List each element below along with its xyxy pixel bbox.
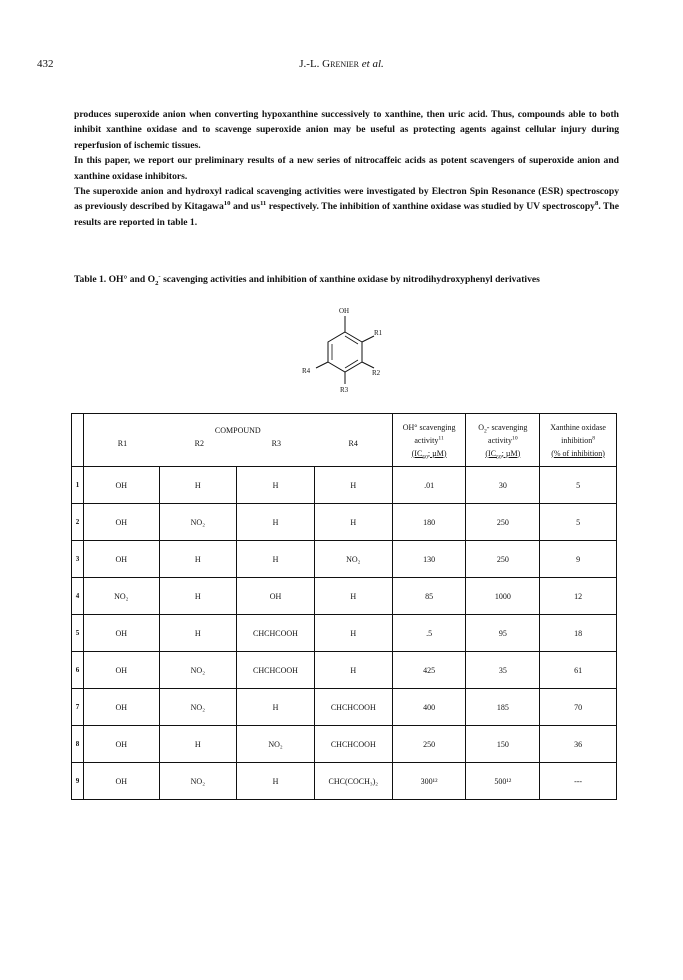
- header-r4: R4: [348, 439, 358, 448]
- header-idx-cell: [72, 414, 84, 467]
- header-o2-line3: [466, 447, 539, 460]
- bond-r1: [362, 336, 374, 342]
- cell-xo: 9: [540, 541, 617, 578]
- cell-xo: 18: [540, 615, 617, 652]
- cell-xo: ---: [540, 763, 617, 800]
- header-oh-unit: ; µM): [427, 448, 447, 458]
- header-compound: COMPOUND: [214, 426, 261, 435]
- cell-xo: 70: [540, 689, 617, 726]
- row-index-cell: 4: [72, 578, 84, 615]
- ref-kitagawa: 10: [223, 200, 231, 208]
- cell-r1: OH: [83, 689, 159, 726]
- cell-r4: CHC(COCH₃)₂: [314, 763, 392, 800]
- ring-double-bond-2: [345, 360, 358, 368]
- cell-xo: 61: [540, 652, 617, 689]
- label-r3: R3: [340, 386, 349, 394]
- cell-r4: H: [314, 467, 392, 504]
- running-head: [0, 58, 683, 70]
- running-head-author: J.-L. Grenier: [299, 58, 359, 70]
- cell-r1: OH: [83, 541, 159, 578]
- table-row: [72, 615, 617, 652]
- row-index-cell: 2: [72, 504, 84, 541]
- row-index-cell: 3: [72, 541, 84, 578]
- cell-xo: 36: [540, 726, 617, 763]
- row-index-cell: 7: [72, 689, 84, 726]
- header-xo: [540, 414, 617, 467]
- cell-r1: OH: [83, 763, 159, 800]
- header-o2-sub: 2: [483, 428, 487, 435]
- cell-r2: H: [159, 615, 237, 652]
- row-index-cell: 6: [72, 652, 84, 689]
- header-o2-ref: 10: [512, 434, 518, 441]
- table-row: [72, 541, 617, 578]
- label-oh: OH: [339, 307, 350, 315]
- cell-r4: H: [314, 615, 392, 652]
- cell-oh: 300¹²: [392, 763, 466, 800]
- cell-xo: 5: [540, 504, 617, 541]
- cell-r2: H: [159, 726, 237, 763]
- header-o2-50: 50: [496, 454, 502, 461]
- header-oh-activity: activity: [414, 435, 439, 445]
- paragraph-3: [74, 184, 619, 230]
- cell-r4: H: [314, 578, 392, 615]
- table-row: [72, 467, 617, 504]
- header-xo-line3: (% of inhibition): [551, 448, 605, 458]
- cell-xo: 12: [540, 578, 617, 615]
- cell-o2: 1000: [466, 578, 540, 615]
- chemical-structure: [290, 304, 400, 396]
- header-oh-line2: [393, 434, 466, 447]
- table-row: [72, 504, 617, 541]
- cell-o2: 250: [466, 504, 540, 541]
- cell-r2: NO₂: [159, 763, 237, 800]
- cell-r4: CHCHCOOH: [314, 726, 392, 763]
- cell-r1: OH: [83, 504, 159, 541]
- table-row: [72, 652, 617, 689]
- cell-oh: 250: [392, 726, 466, 763]
- paragraph-2: In this paper, we report our preliminary results of a new series of nitrocaffeic acids as potent scavengers of superoxide anion and xanthine oxidase inhibitors.: [74, 155, 619, 182]
- table-caption: [74, 272, 619, 287]
- cell-r2: NO₂: [159, 504, 237, 541]
- paragraph-1: produces superoxide anion when converting hypoxanthine successively to xanthine, then uric acid. Thus, compounds able to both inhibit xanthine oxidase and to scavenge superoxide anion may be useful as protecting agents against cellular injury during reperfusion of ischemic tissues.: [74, 109, 619, 151]
- header-o2-line1: [466, 421, 539, 434]
- caption-sup: -: [158, 272, 161, 280]
- header-xo-line2: [540, 434, 616, 447]
- caption-a: Table 1. OH° and O: [74, 274, 156, 285]
- row-index-cell: 9: [72, 763, 84, 800]
- cell-o2: 250: [466, 541, 540, 578]
- cell-r4: NO₂: [314, 541, 392, 578]
- cell-r1: NO₂: [83, 578, 159, 615]
- cell-r2: H: [159, 578, 237, 615]
- header-o2-o: O: [478, 422, 484, 432]
- cell-o2: 150: [466, 726, 540, 763]
- header-oh-ref: 11: [438, 434, 444, 441]
- cell-xo: 5: [540, 467, 617, 504]
- header-xo-inhibition: inhibition: [561, 435, 593, 445]
- cell-r3: H: [237, 689, 315, 726]
- row-index-cell: 8: [72, 726, 84, 763]
- label-r2: R2: [372, 369, 381, 377]
- cell-o2: 95: [466, 615, 540, 652]
- results-table: [71, 413, 617, 800]
- cell-r3: H: [237, 763, 315, 800]
- header-o2-line2: [466, 434, 539, 447]
- cell-oh: 425: [392, 652, 466, 689]
- cell-r3: NO₂: [237, 726, 315, 763]
- header-compound-cell: [83, 414, 392, 467]
- cell-r2: H: [159, 541, 237, 578]
- header-r2: R2: [194, 439, 205, 448]
- cell-oh: 400: [392, 689, 466, 726]
- cell-r4: H: [314, 652, 392, 689]
- table-row: [72, 763, 617, 800]
- cell-r2: NO₂: [159, 652, 237, 689]
- cell-o2: 35: [466, 652, 540, 689]
- cell-oh: 180: [392, 504, 466, 541]
- label-r4: R4: [302, 367, 311, 375]
- header-oh-50: 50: [422, 454, 428, 461]
- cell-r1: OH: [83, 615, 159, 652]
- caption-sub: 2: [155, 279, 159, 287]
- cell-r2: NO₂: [159, 689, 237, 726]
- header-o2: [466, 414, 540, 467]
- header-o2-ic: (IC: [485, 448, 497, 458]
- cell-oh: .5: [392, 615, 466, 652]
- cell-r3: H: [237, 541, 315, 578]
- bond-r2: [362, 362, 374, 368]
- label-r1: R1: [374, 329, 383, 337]
- cell-r1: OH: [83, 467, 159, 504]
- p3-text-a: The superoxide anion and hydroxyl radical scavenging activities were investigated by Electron Spin Resonance (ESR) spectroscopy as previously described by Kitagawa: [74, 186, 619, 213]
- cell-r1: OH: [83, 652, 159, 689]
- p3-text-b: and us: [230, 201, 260, 213]
- header-xo-line1: Xanthine oxidase: [550, 422, 606, 432]
- ref-us: 11: [259, 200, 267, 208]
- cell-r3: CHCHCOOH: [237, 652, 315, 689]
- header-oh: [392, 414, 466, 467]
- ring-double-bond-1: [345, 336, 358, 344]
- header-row: [72, 414, 617, 467]
- header-o2-activity: activity: [488, 435, 513, 445]
- running-head-etal: et al.: [359, 58, 384, 70]
- cell-r3: CHCHCOOH: [237, 615, 315, 652]
- cell-r1: OH: [83, 726, 159, 763]
- body-text: [74, 107, 619, 230]
- header-o2-scav: - scavenging: [486, 422, 528, 432]
- cell-oh: 130: [392, 541, 466, 578]
- cell-o2: 30: [466, 467, 540, 504]
- cell-r3: OH: [237, 578, 315, 615]
- row-index-cell: 5: [72, 615, 84, 652]
- page-number: 432: [37, 58, 54, 70]
- header-xo-ref: 8: [592, 434, 596, 441]
- row-index-cell: 1: [72, 467, 84, 504]
- bond-r4: [316, 362, 328, 368]
- header-o2-unit: ; µM): [501, 448, 521, 458]
- cell-r4: H: [314, 504, 392, 541]
- header-oh-ic: (IC: [411, 448, 423, 458]
- header-oh-line1: OH° scavenging: [402, 422, 456, 432]
- table-row: [72, 578, 617, 615]
- ref-uv: 8: [594, 200, 599, 208]
- cell-r4: CHCHCOOH: [314, 689, 392, 726]
- cell-r2: H: [159, 467, 237, 504]
- table-row: [72, 689, 617, 726]
- caption-b: scavenging activities and inhibition of xanthine oxidase by nitrodihydroxyphenyl derivatives: [160, 274, 540, 285]
- header-r1: R1: [117, 439, 128, 448]
- benzene-ring: [328, 332, 362, 372]
- cell-r3: H: [237, 467, 315, 504]
- header-oh-line3: [393, 447, 466, 460]
- cell-oh: 85: [392, 578, 466, 615]
- p3-text-c: respectively. The inhibition of xanthine oxidase was studied by UV spectroscopy: [266, 201, 595, 213]
- cell-o2: 185: [466, 689, 540, 726]
- cell-r3: H: [237, 504, 315, 541]
- p3-text-d: . The results are reported in table 1.: [74, 201, 619, 228]
- header-r3: R3: [271, 439, 281, 448]
- table-row: [72, 726, 617, 763]
- cell-oh: .01: [392, 467, 466, 504]
- cell-o2: 500¹²: [466, 763, 540, 800]
